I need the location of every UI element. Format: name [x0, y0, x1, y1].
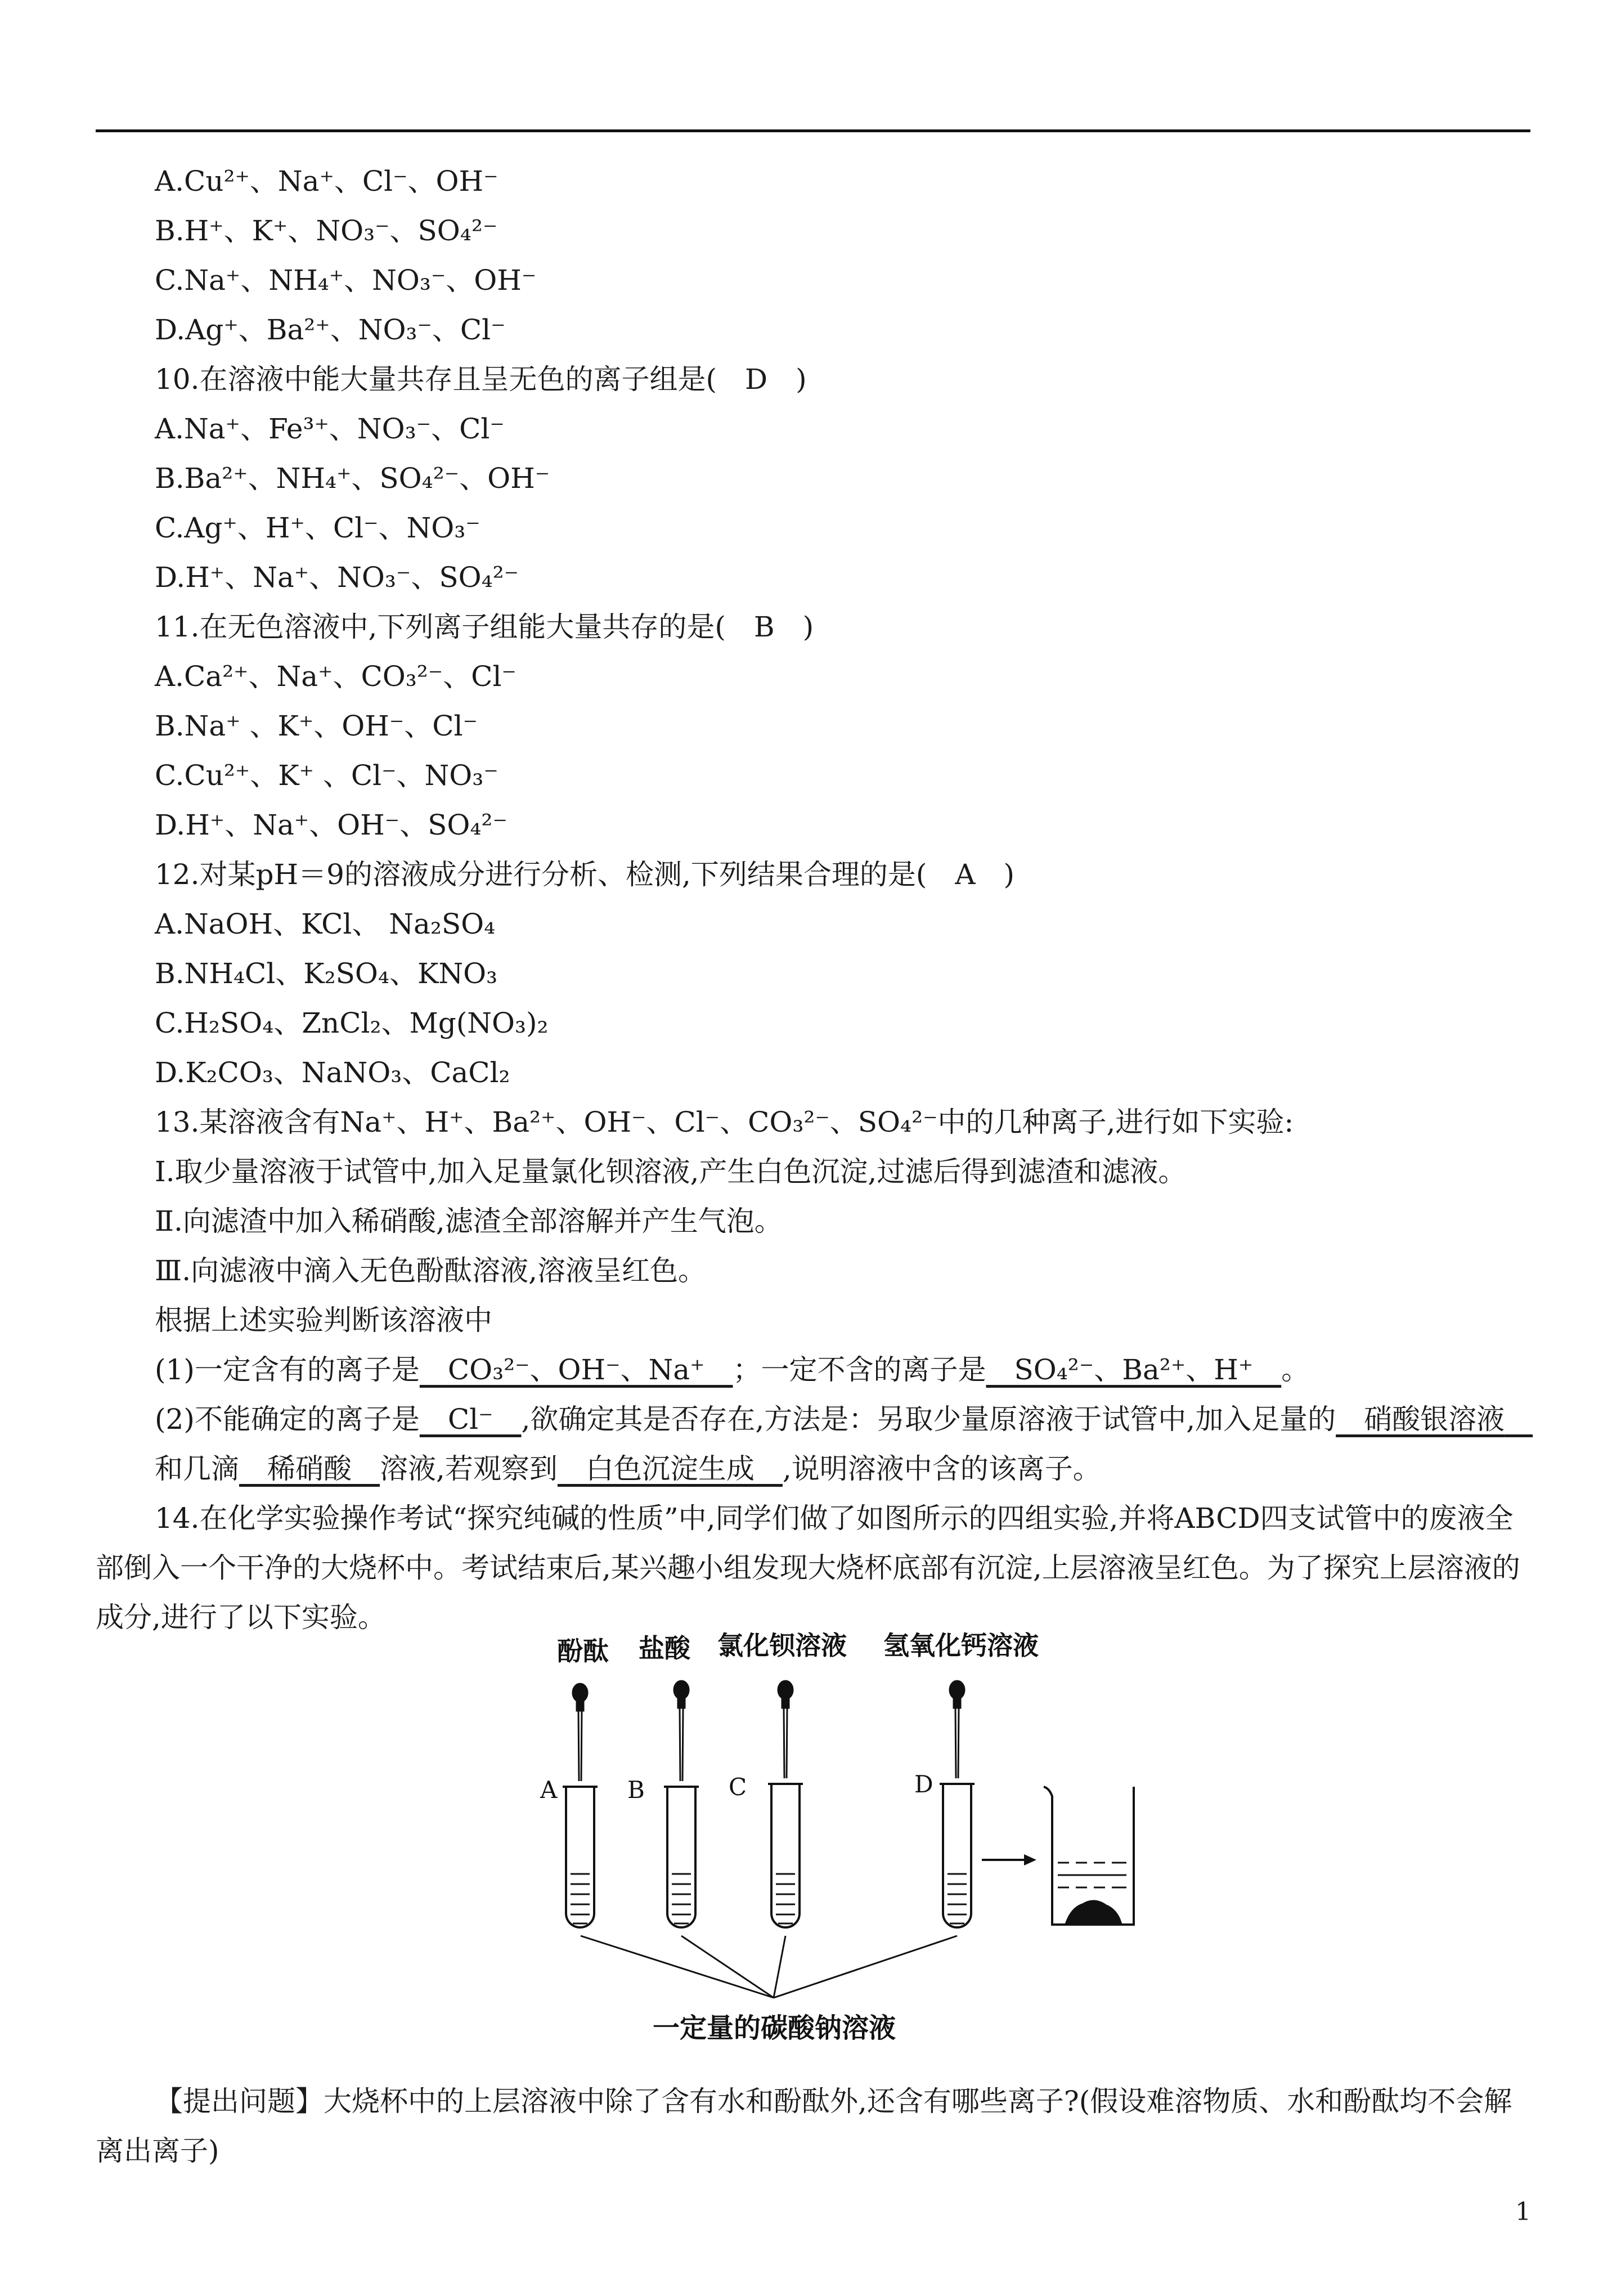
header-rule	[96, 129, 1530, 132]
tube-label: D	[914, 1770, 933, 1798]
page-number: 1	[1515, 2198, 1531, 2226]
option-line: A.Na⁺、Fe³⁺、NO₃⁻、Cl⁻	[155, 412, 505, 445]
question-14: 14.在化学实验操作考试“探究纯碱的性质”中,同学们做了如图所示的四组实验,并将ABCD四支试管中的废液全部倒入一个干净的大烧杯中。考试结束后,某兴趣小组发现大烧杯底部有沉淀,上层溶液呈红色。为了探究上层溶液的成分,进行了以下实验。	[96, 1502, 1520, 1634]
reagent-label: 酚酞	[557, 1636, 609, 1666]
answer-blank: 硝酸银溶液	[1336, 1403, 1533, 1436]
question-12: 12.对某pH＝9的溶液成分进行分析、检测,下列结果合理的是( A )	[155, 858, 1014, 891]
option-line: C.H₂SO₄、ZnCl₂、Mg(NO₃)₂	[155, 1007, 549, 1039]
q13-part2-text: (2)不能确定的离子是	[155, 1403, 420, 1436]
dropper-icon	[674, 1681, 689, 1781]
reagent-label: 氢氧化钙溶液	[883, 1632, 1039, 1661]
answer-blank: 白色沉淀生成	[557, 1452, 783, 1485]
q13-part2-text: 和几滴	[155, 1452, 239, 1485]
figure-caption: 一定量的碳酸钠溶液	[653, 2012, 896, 2044]
q13-part1	[155, 1353, 1309, 1387]
test-tube-c	[768, 1784, 803, 1927]
tube-label: C	[729, 1773, 747, 1801]
step-3: Ⅲ.向滤液中滴入无色酚酞溶液,溶液呈红色。	[155, 1254, 707, 1287]
option-line: D.H⁺、Na⁺、OH⁻、SO₄²⁻	[155, 809, 508, 841]
option-line: B.Ba²⁺、NH₄⁺、SO₄²⁻、OH⁻	[155, 462, 550, 495]
test-tube-d	[940, 1784, 975, 1927]
arrow-icon	[982, 1854, 1036, 1866]
judgement-line: 根据上述实验判断该溶液中	[155, 1304, 492, 1337]
dropper-icon	[573, 1684, 587, 1781]
question-10: 10.在溶液中能大量共存且呈无色的离子组是( D )	[155, 363, 807, 396]
tube-label: A	[540, 1776, 558, 1804]
question-11: 11.在无色溶液中,下列离子组能大量共存的是( B )	[155, 611, 814, 643]
dropper-icon	[778, 1681, 793, 1778]
tube-label: B	[627, 1776, 645, 1804]
connector-lines	[581, 1936, 957, 1998]
q13-part2-text: ,说明溶液中含的该离子。	[782, 1452, 1101, 1485]
answer-blank: SO₄²⁻、Ba²⁺、H⁺	[986, 1353, 1282, 1386]
option-line: D.H⁺、Na⁺、NO₃⁻、SO₄²⁻	[155, 561, 519, 594]
step-2: Ⅱ.向滤渣中加入稀硝酸,滤渣全部溶解并产生气泡。	[155, 1205, 783, 1237]
experiment-figure	[529, 1632, 1165, 2060]
option-line: D.K₂CO₃、NaNO₃、CaCl₂	[155, 1056, 510, 1089]
q13-part2	[155, 1394, 1533, 1494]
proposed-question: 【提出问题】大烧杯中的上层溶液中除了含有水和酚酞外,还含有哪些离子?(假设难溶物质、水和酚酞均不会解离出离子)	[96, 2085, 1512, 2167]
reagent-label: 氯化钡溶液	[717, 1632, 847, 1661]
q13-part1-suffix: 。	[1281, 1353, 1310, 1386]
option-line: A.Ca²⁺、Na⁺、CO₃²⁻、Cl⁻	[155, 660, 517, 693]
test-tube-a	[563, 1787, 598, 1927]
dropper-icon	[950, 1681, 964, 1778]
q13-part1-prefix: (1)一定含有的离子是	[155, 1353, 420, 1386]
option-line: D.Ag⁺、Ba²⁺、NO₃⁻、Cl⁻	[155, 313, 506, 346]
q13-part1-mid: ；一定不含的离子是	[733, 1353, 986, 1386]
step-1: Ⅰ.取少量溶液于试管中,加入足量氯化钡溶液,产生白色沉淀,过滤后得到滤渣和滤液。	[155, 1155, 1187, 1188]
option-line: B.NH₄Cl、K₂SO₄、KNO₃	[155, 957, 498, 990]
test-tube-b	[664, 1787, 699, 1927]
q13-part2-text: ,欲确定其是否存在,方法是：另取少量原溶液于试管中,加入足量的	[521, 1403, 1336, 1436]
option-line: B.H⁺、K⁺、NO₃⁻、SO₄²⁻	[155, 214, 498, 247]
option-line: C.Na⁺、NH₄⁺、NO₃⁻、OH⁻	[155, 264, 537, 297]
q13-part2-text: 溶液,若观察到	[380, 1452, 558, 1485]
option-line: C.Cu²⁺、K⁺ 、Cl⁻、NO₃⁻	[155, 759, 499, 792]
beaker-icon	[1044, 1787, 1134, 1925]
question-13: 13.某溶液含有Na⁺、H⁺、Ba²⁺、OH⁻、Cl⁻、CO₃²⁻、SO₄²⁻中的几种离子,进行如下实验:	[155, 1106, 1294, 1138]
answer-blank: CO₃²⁻、OH⁻、Na⁺	[419, 1353, 733, 1386]
option-line: A.Cu²⁺、Na⁺、Cl⁻、OH⁻	[155, 165, 499, 198]
answer-blank: 稀硝酸	[239, 1452, 380, 1485]
option-line: A.NaOH、KCl、 Na₂SO₄	[155, 908, 496, 940]
answer-blank: Cl⁻	[419, 1403, 522, 1436]
reagent-label: 盐酸	[639, 1633, 690, 1663]
option-line: B.Na⁺ 、K⁺、OH⁻、Cl⁻	[155, 710, 478, 742]
option-line: C.Ag⁺、H⁺、Cl⁻、NO₃⁻	[155, 512, 481, 544]
